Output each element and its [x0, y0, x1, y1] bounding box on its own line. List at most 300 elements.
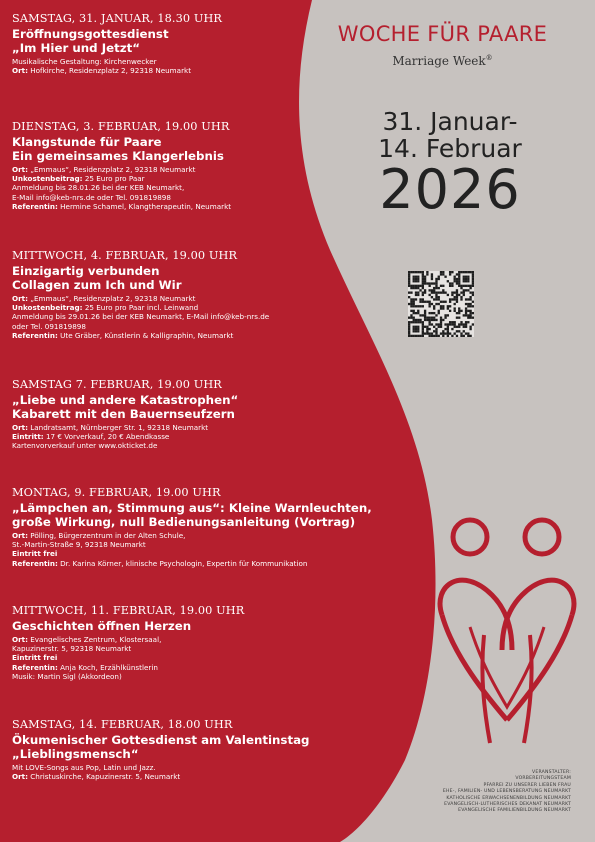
qr-module: [467, 335, 469, 337]
qr-module: [419, 285, 421, 287]
detail-text: E-Mail info@keb-nrs.de oder Tel. 091819898: [12, 192, 171, 202]
qr-module: [422, 271, 424, 273]
qr-module: [454, 323, 456, 325]
qr-module: [426, 273, 428, 275]
event-details: [12, 763, 422, 781]
qr-module: [467, 314, 469, 316]
event-date: MITTWOCH, 4. FEBRUAR, 19.00 UHR: [12, 249, 238, 262]
detail-text: „Emmaus“, Residenzplatz 2, 92318 Neumarkt: [27, 294, 196, 303]
qr-module: [449, 310, 451, 312]
qr-module: [467, 298, 469, 300]
qr-module: [460, 285, 462, 287]
qr-module: [454, 326, 456, 328]
qr-module: [428, 285, 430, 287]
qr-module: [458, 323, 460, 325]
qr-module: [410, 271, 412, 273]
qr-module: [428, 328, 430, 330]
qr-module: [415, 278, 417, 280]
qr-module: [472, 285, 474, 287]
qr-module: [438, 326, 440, 328]
qr-module: [467, 332, 469, 334]
qr-module: [435, 287, 437, 289]
qr-module: [431, 303, 433, 305]
qr-module: [442, 307, 444, 309]
qr-module: [422, 276, 424, 278]
qr-module: [431, 335, 433, 337]
qr-module: [410, 287, 412, 289]
qr-module: [465, 285, 467, 287]
qr-module: [417, 278, 419, 280]
qr-module: [465, 276, 467, 278]
qr-module: [458, 312, 460, 314]
detail-text: Kapuzinerstr. 5, 92318 Neumarkt: [12, 644, 132, 654]
qr-module: [444, 317, 446, 319]
event-detail-line: [12, 663, 422, 672]
qr-module: [433, 330, 435, 332]
qr-module: [472, 271, 474, 273]
qr-module: [415, 312, 417, 314]
qr-module: [458, 294, 460, 296]
event-detail-line: [12, 432, 422, 441]
qr-module: [428, 294, 430, 296]
event-title: „Im Hier und Jetzt“: [12, 41, 141, 55]
qr-module: [426, 301, 428, 303]
poster-subtitle-text: Marriage Week: [392, 54, 486, 68]
qr-module: [449, 298, 451, 300]
qr-module: [433, 307, 435, 309]
qr-module: [463, 291, 465, 293]
qr-module: [417, 280, 419, 282]
qr-module: [413, 330, 415, 332]
qr-module: [454, 310, 456, 312]
qr-module: [440, 323, 442, 325]
qr-module: [424, 280, 426, 282]
detail-text: Ute Gräber, Künstlerin & Kalligraphin, Neumarkt: [57, 330, 234, 340]
qr-module: [465, 271, 467, 273]
qr-module: [472, 276, 474, 278]
qr-module: [454, 321, 456, 323]
qr-module: [465, 321, 467, 323]
qr-module: [440, 317, 442, 319]
detail-label: Ort:: [12, 635, 28, 644]
qr-module: [426, 319, 428, 321]
qr-module: [408, 285, 410, 287]
qr-module: [442, 273, 444, 275]
qr-module: [413, 280, 415, 282]
organizer-line: EHE-, FAMILIEN- UND LEBENSBERATUNG NEUMARKT: [442, 789, 571, 795]
qr-module: [435, 294, 437, 296]
qr-module: [417, 326, 419, 328]
qr-module: [424, 319, 426, 321]
qr-module: [413, 328, 415, 330]
qr-module: [431, 312, 433, 314]
qr-module: [428, 319, 430, 321]
qr-module: [417, 271, 419, 273]
qr-module: [435, 298, 437, 300]
qr-module: [410, 317, 412, 319]
qr-module: [449, 323, 451, 325]
qr-module: [469, 303, 471, 305]
qr-module: [408, 323, 410, 325]
detail-label: Ort:: [12, 772, 28, 782]
detail-label: Unkostenbeitrag:: [12, 174, 83, 184]
qr-module: [449, 273, 451, 275]
qr-module: [415, 287, 417, 289]
event-details: [12, 635, 422, 681]
detail-text: Musikalische Gestaltung: Kirchenwecker: [12, 57, 157, 66]
qr-module: [469, 310, 471, 312]
qr-module: [447, 328, 449, 330]
qr-module: [444, 301, 446, 303]
qr-module: [440, 273, 442, 275]
qr-module: [433, 335, 435, 337]
detail-label: Ort:: [12, 423, 28, 432]
qr-module: [456, 296, 458, 298]
qr-module: [408, 317, 410, 319]
qr-module: [428, 323, 430, 325]
qr-module: [413, 298, 415, 300]
event-title: Ein gemeinsames Klangerlebnis: [12, 149, 224, 163]
qr-module: [465, 332, 467, 334]
qr-module: [408, 328, 410, 330]
qr-module: [460, 271, 462, 273]
qr-module: [447, 323, 449, 325]
qr-module: [442, 332, 444, 334]
detail-label: Referentin:: [12, 662, 58, 672]
qr-module: [465, 310, 467, 312]
qr-module: [431, 273, 433, 275]
qr-module: [431, 296, 433, 298]
qr-module: [469, 298, 471, 300]
qr-module: [424, 276, 426, 278]
qr-module: [456, 317, 458, 319]
qr-module: [413, 335, 415, 337]
qr-module: [438, 323, 440, 325]
qr-module: [467, 271, 469, 273]
detail-text: Mit LOVE-Songs aus Pop, Latin und Jazz.: [12, 763, 156, 772]
couple-heart-logo: [432, 515, 582, 745]
qr-module: [422, 273, 424, 275]
qr-module: [454, 332, 456, 334]
qr-module: [422, 328, 424, 330]
qr-module: [428, 282, 430, 284]
qr-module: [460, 310, 462, 312]
qr-module: [472, 282, 474, 284]
leg-right: [524, 635, 532, 743]
detail-label: Referentin:: [12, 558, 58, 568]
qr-module: [413, 326, 415, 328]
qr-module: [447, 305, 449, 307]
qr-module: [460, 332, 462, 334]
event-year: 2026: [379, 158, 521, 221]
detail-text: Anja Koch, Erzählkünstlerin: [57, 662, 158, 672]
qr-module: [413, 301, 415, 303]
qr-module: [422, 326, 424, 328]
qr-module: [456, 273, 458, 275]
qr-module: [463, 276, 465, 278]
detail-text: Landratsamt, Nürnberger Str. 1, 92318 Neumarkt: [27, 423, 209, 432]
qr-module: [417, 285, 419, 287]
qr-module: [449, 305, 451, 307]
event-date: SAMSTAG 7. FEBRUAR, 19.00 UHR: [12, 378, 222, 391]
qr-module: [440, 332, 442, 334]
qr-module: [465, 323, 467, 325]
qr-module: [431, 278, 433, 280]
qr-module: [410, 298, 412, 300]
qr-module: [424, 326, 426, 328]
organizer-line: VORBEREITUNGSTEAM: [515, 776, 571, 782]
qr-module: [419, 301, 421, 303]
qr-module: [438, 291, 440, 293]
qr-module: [458, 310, 460, 312]
qr-module: [413, 317, 415, 319]
heart-left-arc: [442, 615, 507, 720]
qr-module: [449, 321, 451, 323]
event-title: „Lämpchen an, Stimmung aus“: Kleine Warnleuchten,: [12, 501, 372, 515]
qr-module: [417, 291, 419, 293]
detail-text: oder Tel. 091819898: [12, 321, 86, 331]
event-title: Ökumenischer Gottesdienst am Valentinstag: [12, 733, 310, 747]
qr-module: [433, 282, 435, 284]
qr-module: [435, 303, 437, 305]
qr-module: [413, 319, 415, 321]
qr-module: [408, 276, 410, 278]
qr-module: [469, 312, 471, 314]
qr-module: [419, 321, 421, 323]
qr-module: [444, 323, 446, 325]
detail-text: Musik: Martin Sigl (Akkordeon): [12, 671, 122, 681]
qr-module: [426, 332, 428, 334]
qr-module: [469, 335, 471, 337]
qr-module: [408, 291, 410, 293]
qr-module: [422, 301, 424, 303]
qr-code-icon[interactable]: [408, 271, 474, 337]
qr-module: [469, 328, 471, 330]
poster-title: WOCHE FÜR PAARE: [337, 22, 548, 46]
qr-module: [417, 321, 419, 323]
event-title: „Liebe und andere Katastrophen“: [12, 393, 239, 407]
organizer-line: EVANGELISCH-LUTHERISCHES DEKANAT NEUMARKT: [444, 802, 571, 808]
qr-module: [419, 305, 421, 307]
qr-module: [447, 326, 449, 328]
qr-module: [422, 335, 424, 337]
qr-module: [417, 312, 419, 314]
qr-module: [424, 312, 426, 314]
qr-module: [472, 280, 474, 282]
qr-module: [417, 294, 419, 296]
qr-module: [447, 280, 449, 282]
qr-module: [465, 326, 467, 328]
detail-label: Ort:: [12, 66, 28, 76]
qr-module: [440, 305, 442, 307]
qr-module: [440, 326, 442, 328]
qr-module: [460, 291, 462, 293]
qr-module: [440, 301, 442, 303]
detail-text: „Emmaus“, Residenzplatz 2, 92318 Neumarkt: [27, 165, 196, 174]
qr-module: [472, 323, 474, 325]
qr-module: [410, 314, 412, 316]
event-detail-line: [12, 763, 422, 772]
qr-module: [467, 305, 469, 307]
qr-module: [435, 319, 437, 321]
organizer-line: KATHOLISCHE ERWACHSENENBILDUNG NEUMARKT: [446, 795, 571, 801]
qr-module: [438, 335, 440, 337]
qr-module: [456, 330, 458, 332]
qr-module: [424, 314, 426, 316]
qr-module: [451, 323, 453, 325]
detail-text: Pölling, Bürgerzentrum in der Alten Schule,: [27, 531, 186, 540]
qr-module: [463, 323, 465, 325]
qr-module: [469, 271, 471, 273]
qr-module: [435, 291, 437, 293]
qr-module: [449, 282, 451, 284]
event-date: DIENSTAG, 3. FEBRUAR, 19.00 UHR: [12, 120, 230, 133]
qr-module: [435, 285, 437, 287]
date-range-start: 31. Januar-: [382, 107, 518, 136]
qr-module: [435, 328, 437, 330]
poster-subtitle: [310, 54, 575, 68]
qr-module: [444, 291, 446, 293]
qr-module: [463, 289, 465, 291]
event-detail-line: [12, 540, 422, 549]
qr-module: [458, 326, 460, 328]
qr-module: [469, 305, 471, 307]
qr-module: [442, 271, 444, 273]
qr-module: [413, 321, 415, 323]
qr-module: [458, 307, 460, 309]
qr-module: [444, 328, 446, 330]
qr-module: [408, 278, 410, 280]
qr-module: [444, 332, 446, 334]
event-detail-line: [12, 644, 422, 653]
event-detail-line: [12, 635, 422, 644]
qr-module: [431, 332, 433, 334]
qr-module: [428, 321, 430, 323]
date-range-end: 14. Februar: [378, 134, 522, 163]
qr-module: [422, 285, 424, 287]
event-detail-line: [12, 322, 422, 331]
qr-module: [469, 291, 471, 293]
qr-module: [424, 310, 426, 312]
qr-module: [438, 303, 440, 305]
qr-module: [426, 330, 428, 332]
qr-module: [451, 328, 453, 330]
qr-module: [410, 310, 412, 312]
qr-module: [456, 301, 458, 303]
qr-module: [463, 335, 465, 337]
qr-module: [463, 285, 465, 287]
qr-module: [422, 294, 424, 296]
qr-module: [438, 276, 440, 278]
qr-module: [424, 282, 426, 284]
qr-module: [451, 298, 453, 300]
qr-module: [458, 282, 460, 284]
qr-module: [410, 305, 412, 307]
qr-module: [454, 298, 456, 300]
qr-module: [467, 303, 469, 305]
detail-text: Hermine Schamel, Klangtherapeutin, Neumarkt: [57, 201, 232, 211]
detail-label: Ort:: [12, 294, 28, 303]
event-details: [12, 423, 422, 451]
qr-module: [428, 305, 430, 307]
qr-module: [463, 326, 465, 328]
event-title: Eröffnungsgottesdienst: [12, 27, 169, 41]
event-detail-line: [12, 531, 422, 540]
qr-module: [449, 285, 451, 287]
qr-module: [454, 278, 456, 280]
qr-module: [447, 294, 449, 296]
detail-text: Dr. Karina Körner, klinische Psychologin, Expertin für Kommunikation: [57, 558, 308, 568]
qr-module: [451, 285, 453, 287]
event-title: Klangstunde für Paare: [12, 135, 162, 149]
qr-module: [456, 312, 458, 314]
qr-module: [454, 280, 456, 282]
qr-module: [456, 335, 458, 337]
organizer-line: PFARREI ZU UNSERER LIEBEN FRAU: [483, 782, 571, 788]
qr-module: [447, 307, 449, 309]
qr-module: [424, 291, 426, 293]
qr-module: [442, 305, 444, 307]
qr-module: [422, 323, 424, 325]
qr-module: [415, 319, 417, 321]
qr-module: [447, 314, 449, 316]
detail-label: Eintritt:: [12, 432, 44, 442]
qr-module: [435, 332, 437, 334]
qr-module: [467, 310, 469, 312]
qr-module: [458, 276, 460, 278]
event-date: SAMSTAG, 14. FEBRUAR, 18.00 UHR: [12, 718, 233, 731]
qr-module: [472, 317, 474, 319]
organizer-line: EVANGELISCHE FAMILIENBILDUNG NEUMARKT: [458, 808, 571, 814]
qr-module: [463, 314, 465, 316]
qr-module: [433, 326, 435, 328]
qr-module: [428, 289, 430, 291]
qr-module: [472, 291, 474, 293]
detail-label: Ort:: [12, 165, 28, 174]
qr-module: [467, 280, 469, 282]
qr-module: [449, 271, 451, 273]
qr-module: [467, 321, 469, 323]
detail-label: Eintritt frei: [12, 653, 58, 663]
qr-module: [460, 287, 462, 289]
event-title: Collagen zum Ich und Wir: [12, 278, 182, 292]
qr-module: [467, 289, 469, 291]
qr-module: [454, 296, 456, 298]
qr-module: [426, 326, 428, 328]
qr-module: [410, 291, 412, 293]
qr-module: [431, 289, 433, 291]
qr-module: [442, 291, 444, 293]
qr-module: [415, 291, 417, 293]
qr-module: [422, 282, 424, 284]
detail-label: Unkostenbeitrag:: [12, 303, 83, 313]
qr-module: [456, 278, 458, 280]
detail-text: Christuskirche, Kapuzinerstr. 5, Neumarkt: [27, 772, 181, 782]
qr-module: [408, 326, 410, 328]
qr-module: [463, 294, 465, 296]
registered-mark: ®: [485, 54, 493, 62]
qr-module: [428, 301, 430, 303]
qr-module: [442, 289, 444, 291]
event-detail-line: [12, 549, 422, 558]
qr-module: [435, 278, 437, 280]
qr-module: [454, 307, 456, 309]
qr-module: [408, 335, 410, 337]
qr-module: [426, 282, 428, 284]
qr-module: [428, 312, 430, 314]
qr-module: [415, 294, 417, 296]
event-detail-line: [12, 312, 422, 321]
